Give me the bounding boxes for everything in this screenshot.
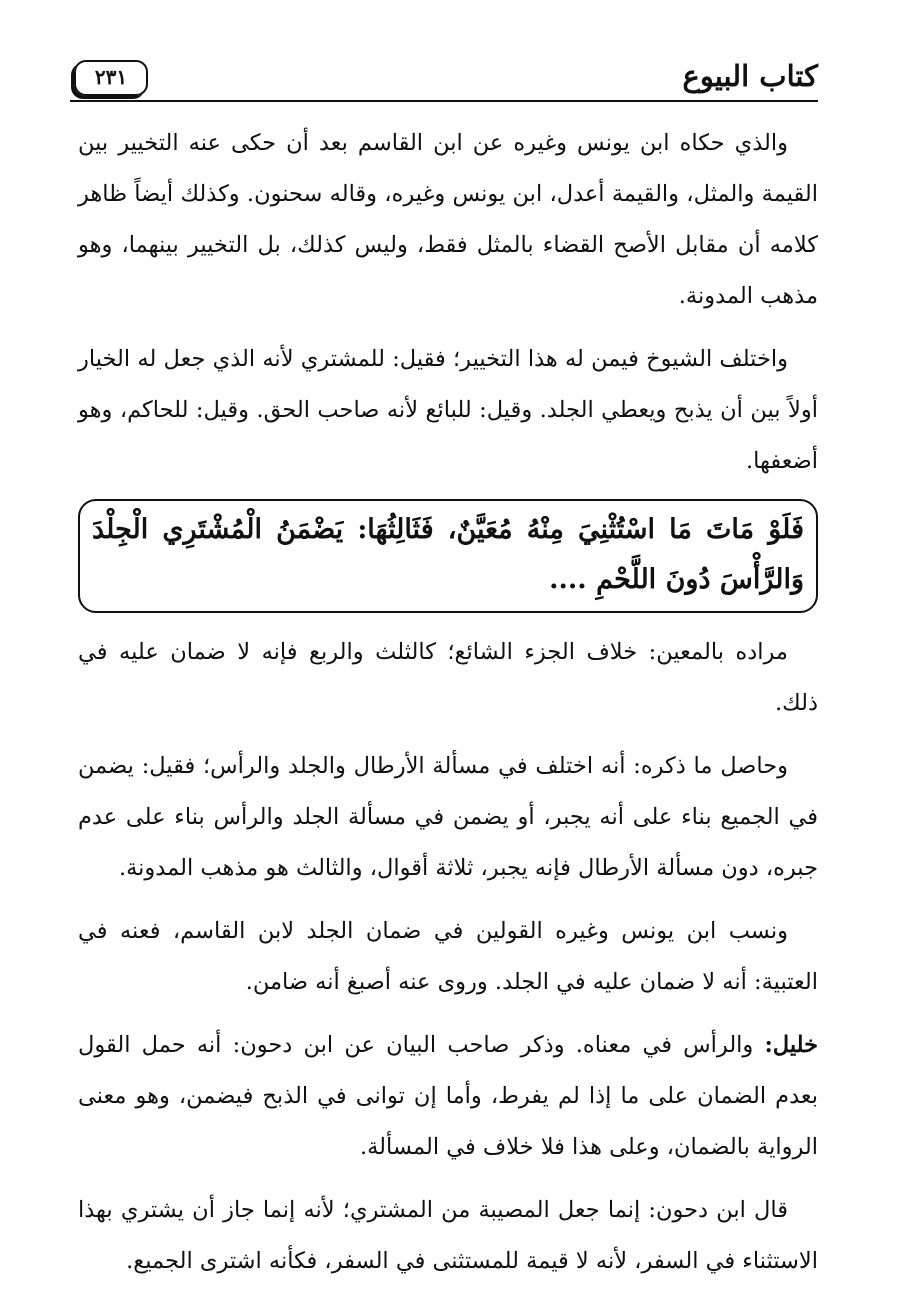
header-divider xyxy=(70,100,818,102)
matn-text: فَلَوْ مَاتَ مَا اسْتُثْنِيَ مِنْهُ مُعَيَّنٌ، فَثَالِثُهَا: يَضْمَنُ الْمُشْتَرِي الْجِلْدَ وَالرَّأْسَ دُونَ اللَّحْمِ .... xyxy=(92,514,804,595)
paragraph-6-text: والرأس في معناه. وذكر صاحب البيان عن ابن دحون: أنه حمل القول بعدم الضمان على ما إذا لم يفرط، وأما إن توانى في الذبح فيضمن، وهو معنى الرواية بالضمان، وعلى هذا فلا خلاف في المسألة. xyxy=(78,1032,818,1160)
page-number: ٢٣١ xyxy=(74,60,148,96)
paragraph-7: قال ابن دحون: إنما جعل المصيبة من المشتري؛ لأنه إنما جاز أن يشتري بهذا الاستثناء في السفر، لأنه لا قيمة للمستثنى في السفر، فكأنه اشترى الجميع. xyxy=(78,1197,818,1274)
book-title: كتاب البيوع xyxy=(682,59,818,93)
paragraph-1: والذي حكاه ابن يونس وغيره عن ابن القاسم بعد أن حكى عنه التخيير بين القيمة والمثل، والقيمة أعدل، ابن يونس وغيره، وقاله سحنون. وكذلك أيضاً ظاهر كلامه أن مقابل الأصح القضاء بالمثل فقط، وليس كذلك، بل التخيير بينهما، وهو مذهب المدونة. xyxy=(78,130,818,309)
paragraph-5: ونسب ابن يونس وغيره القولين في ضمان الجلد لابن القاسم، فعنه في العتبية: أنه لا ضمان عليه في الجلد. وروى عنه أصبغ أنه ضامن. xyxy=(78,918,818,995)
page-header xyxy=(70,50,818,102)
matn-quote-box xyxy=(78,499,818,613)
paragraph-3: مراده بالمعين: خلاف الجزء الشائع؛ كالثلث والربع فإنه لا ضمان عليه في ذلك. xyxy=(78,639,818,716)
paragraph-6 xyxy=(78,1020,818,1173)
paragraph-4: وحاصل ما ذكره: أنه اختلف في مسألة الأرطال والجلد والرأس؛ فقيل: يضمن في الجميع بناء على أنه يجبر، أو يضمن في مسألة الجلد والرأس بناء على عدم جبره، دون مسألة الأرطال فإنه يجبر، ثلاثة أقوال، والثالث هو مذهب المدونة. xyxy=(78,753,818,881)
khalil-label: خليل: xyxy=(764,1032,818,1058)
paragraph-2: واختلف الشيوخ فيمن له هذا التخيير؛ فقيل: للمشتري لأنه الذي جعل له الخيار أولاً بين أن يذبح ويعطي الجلد. وقيل: للبائع لأنه صاحب الحق. وقيل: للحاكم، وهو أضعفها. xyxy=(78,346,818,474)
page-body xyxy=(78,118,818,1299)
